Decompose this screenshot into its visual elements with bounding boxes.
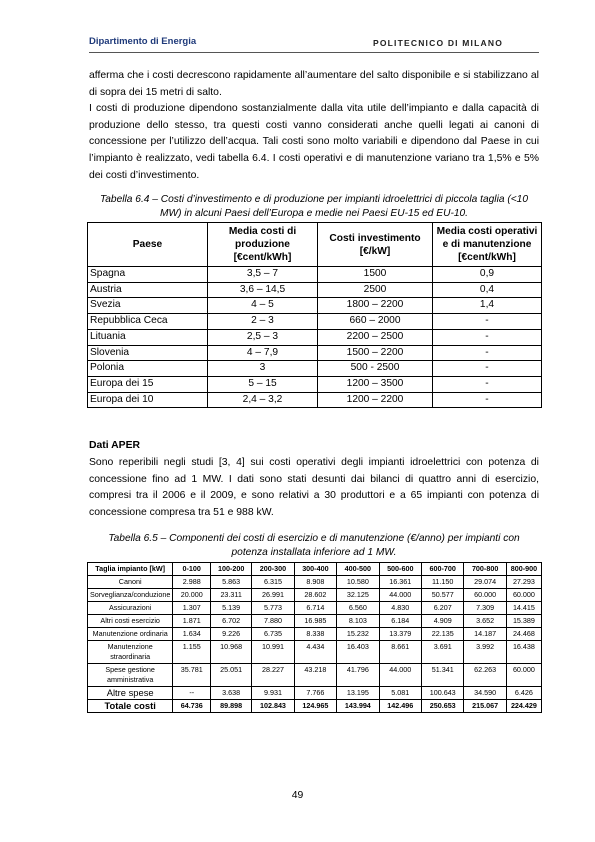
value-cell: 5.863 [211,576,252,589]
column-header: 100-200 [211,563,252,576]
country-cell: Austria [88,282,208,298]
table-row [88,314,542,330]
value-cell: 13.195 [337,687,379,700]
value-cell: 8.661 [379,641,421,664]
value-cell: 100.643 [421,687,463,700]
value-cell: 2,4 – 3,2 [208,392,318,408]
value-cell: 44.000 [379,664,421,687]
value-cell: 8.338 [294,628,336,641]
value-cell: 27.293 [506,576,541,589]
country-cell: Europa dei 10 [88,392,208,408]
value-cell: 8.908 [294,576,336,589]
department-name: Dipartimento di Energia [89,36,197,47]
value-cell: - [433,361,542,377]
value-cell: 3,6 – 14,5 [208,282,318,298]
country-cell: Lituania [88,329,208,345]
value-cell: 26.991 [252,589,294,602]
column-header: Media costi operativi e di manutenzione [€cent/kWh] [433,223,542,267]
column-header: 600-700 [421,563,463,576]
value-cell: 3 [208,361,318,377]
value-cell: 250.653 [421,700,463,713]
value-cell: 7.309 [464,602,506,615]
value-cell: 4.830 [379,602,421,615]
value-cell: 10.991 [252,641,294,664]
value-cell: 1500 – 2200 [318,345,433,361]
value-cell: 10.968 [211,641,252,664]
value-cell: - [433,376,542,392]
value-cell: 500 - 2500 [318,361,433,377]
column-header: 800-900 [506,563,541,576]
value-cell: 9.226 [211,628,252,641]
column-header: Costi investimento [€/kW] [318,223,433,267]
value-cell: 2.988 [173,576,211,589]
table-row [88,376,542,392]
value-cell: 4 – 7,9 [208,345,318,361]
value-cell: 32.125 [337,589,379,602]
value-cell: 7.880 [252,615,294,628]
value-cell: 6.714 [294,602,336,615]
value-cell: 25.051 [211,664,252,687]
value-cell: 6.184 [379,615,421,628]
value-cell: 5.773 [252,602,294,615]
country-cell: Polonia [88,361,208,377]
value-cell: 16.438 [506,641,541,664]
value-cell: 1.871 [173,615,211,628]
value-cell: 28.602 [294,589,336,602]
value-cell: 28.227 [252,664,294,687]
value-cell: 1.307 [173,602,211,615]
value-cell: 1200 – 2200 [318,392,433,408]
value-cell: 2500 [318,282,433,298]
table-row [88,589,542,602]
country-cell: Europa dei 15 [88,376,208,392]
value-cell: 3.992 [464,641,506,664]
value-cell: 29.074 [464,576,506,589]
header-rule [89,52,539,53]
value-cell: 34.590 [464,687,506,700]
value-cell: 23.311 [211,589,252,602]
table-6-4-caption: Tabella 6.4 – Costi d’investimento e di produzione per impianti idroelettrici di piccola taglia (<10 MW) in alcuni Paesi dell’Europa e medie nei Paesi EU-15 ed EU-10. [99,194,529,219]
value-cell: 142.496 [379,700,421,713]
column-header: 300-400 [294,563,336,576]
value-cell: 1.155 [173,641,211,664]
value-cell: - [433,329,542,345]
table-row [88,361,542,377]
university-name: POLITECNICO DI MILANO [372,38,503,48]
value-cell: 41.796 [337,664,379,687]
table-6-4 [87,222,542,408]
table-6-5-caption: Tabella 6.5 – Componenti dei costi di esercizio e di manutenzione (€/anno) per impianti con potenza installata inferiore ad 1 MW. [108,533,520,558]
column-header: 200-300 [252,563,294,576]
value-cell: 14.187 [464,628,506,641]
value-cell: 6.426 [506,687,541,700]
value-cell: 7.766 [294,687,336,700]
aper-paragraph: Sono reperibili negli studi [3, 4] sui costi operativi degli impianti idroelettrici con potenza di concessione fino ad 1 MW. I dati sono stati desunti dai bilanci di quattro anni di esercizio, compresi tra il 2006 e il 2009, e sono relativi a 30 produttori e a 65 impianti con potenza di concessione compresa tra 51 e 988 kW. [89,457,539,518]
intro-paragraph-2: I costi di produzione dipendono sostanzialmente dalla vita utile dell’impianto e dalla capacità di produzione dello stesso, tra questi costi vanno considerati anche quelli legati ai canoni di concessione per l’utilizzo dell’acqua. Tali costi sono molto variabili e dipendono dal Paese in cui l’impianto è realizzato, vedi tabella 6.4. I costi operativi e di manutenzione variano tra 1,5% e 5% dei costi d’investimento. [89,103,539,181]
value-cell: 9.931 [252,687,294,700]
table-row [88,687,542,700]
column-header: 0-100 [173,563,211,576]
value-cell: 24.468 [506,628,541,641]
table-row [88,267,542,283]
country-cell: Svezia [88,298,208,314]
country-cell: Slovenia [88,345,208,361]
table-row [88,576,542,589]
cost-item-cell: Manutenzione straordinaria [88,641,173,664]
value-cell: -- [173,687,211,700]
value-cell: - [433,314,542,330]
value-cell: 102.843 [252,700,294,713]
value-cell: 35.781 [173,664,211,687]
value-cell: 224.429 [506,700,541,713]
value-cell: 2200 – 2500 [318,329,433,345]
value-cell: 14.415 [506,602,541,615]
value-cell: 3.638 [211,687,252,700]
column-header: 400-500 [337,563,379,576]
value-cell: 10.580 [337,576,379,589]
value-cell: 6.560 [337,602,379,615]
country-cell: Spagna [88,267,208,283]
value-cell: 22.135 [421,628,463,641]
cost-item-cell: Assicurazioni [88,602,173,615]
table-row [88,329,542,345]
value-cell: 6.207 [421,602,463,615]
column-header: Media costi di produzione [€cent/kWh] [208,223,318,267]
table-row [88,700,542,713]
table-row [88,298,542,314]
value-cell: 4.909 [421,615,463,628]
value-cell: 1800 – 2200 [318,298,433,314]
value-cell: 0,9 [433,267,542,283]
table-row [88,392,542,408]
table-row [88,664,542,687]
table-6-5 [87,562,542,713]
value-cell: 50.577 [421,589,463,602]
cost-item-cell: Manutenzione ordinaria [88,628,173,641]
column-header: 500-600 [379,563,421,576]
value-cell: 16.403 [337,641,379,664]
value-cell: 6.735 [252,628,294,641]
value-cell: 660 – 2000 [318,314,433,330]
value-cell: 3.691 [421,641,463,664]
table-row [88,641,542,664]
column-header: Taglia impianto [kW] [88,563,173,576]
value-cell: - [433,345,542,361]
value-cell: 124.965 [294,700,336,713]
section-title: Dati APER [89,440,140,451]
table-row [88,615,542,628]
value-cell: 11.150 [421,576,463,589]
value-cell: 13.379 [379,628,421,641]
value-cell: 2 – 3 [208,314,318,330]
page-number: 49 [291,790,304,801]
value-cell: 64.736 [173,700,211,713]
table-row [88,345,542,361]
table-row [88,282,542,298]
value-cell: 20.000 [173,589,211,602]
cost-item-cell: Sorveglianza/conduzione [88,589,173,602]
table-row [88,628,542,641]
value-cell: 60.000 [506,589,541,602]
cost-item-cell: Altre spese [88,687,173,700]
value-cell: 1,4 [433,298,542,314]
value-cell: 1.634 [173,628,211,641]
value-cell: 15.389 [506,615,541,628]
table-row [88,602,542,615]
value-cell: 16.361 [379,576,421,589]
intro-text [89,68,539,184]
value-cell: 5.139 [211,602,252,615]
value-cell: 60.000 [506,664,541,687]
cost-item-cell: Altri costi esercizio [88,615,173,628]
value-cell: 5 – 15 [208,376,318,392]
value-cell: 4 – 5 [208,298,318,314]
value-cell: 51.341 [421,664,463,687]
value-cell: 5.081 [379,687,421,700]
value-cell: - [433,392,542,408]
value-cell: 1500 [318,267,433,283]
value-cell: 62.263 [464,664,506,687]
value-cell: 143.994 [337,700,379,713]
value-cell: 6.702 [211,615,252,628]
value-cell: 1200 – 3500 [318,376,433,392]
value-cell: 3,5 – 7 [208,267,318,283]
table-header-row [88,563,542,576]
column-header: 700-800 [464,563,506,576]
table-header-row [88,223,542,267]
column-header: Paese [88,223,208,267]
cost-item-cell: Totale costi [88,700,173,713]
value-cell: 6.315 [252,576,294,589]
value-cell: 215.067 [464,700,506,713]
country-cell: Repubblica Ceca [88,314,208,330]
value-cell: 2,5 – 3 [208,329,318,345]
cost-item-cell: Spese gestione amministrativa [88,664,173,687]
value-cell: 8.103 [337,615,379,628]
value-cell: 43.218 [294,664,336,687]
value-cell: 15.232 [337,628,379,641]
value-cell: 3.652 [464,615,506,628]
value-cell: 4.434 [294,641,336,664]
value-cell: 0,4 [433,282,542,298]
value-cell: 60.000 [464,589,506,602]
intro-paragraph-1: afferma che i costi decrescono rapidamente all’aumentare del salto disponibile e si stabilizzano al di sopra dei 15 metri di salto. [89,70,539,98]
value-cell: 89.898 [211,700,252,713]
cost-item-cell: Canoni [88,576,173,589]
value-cell: 16.985 [294,615,336,628]
value-cell: 44.000 [379,589,421,602]
